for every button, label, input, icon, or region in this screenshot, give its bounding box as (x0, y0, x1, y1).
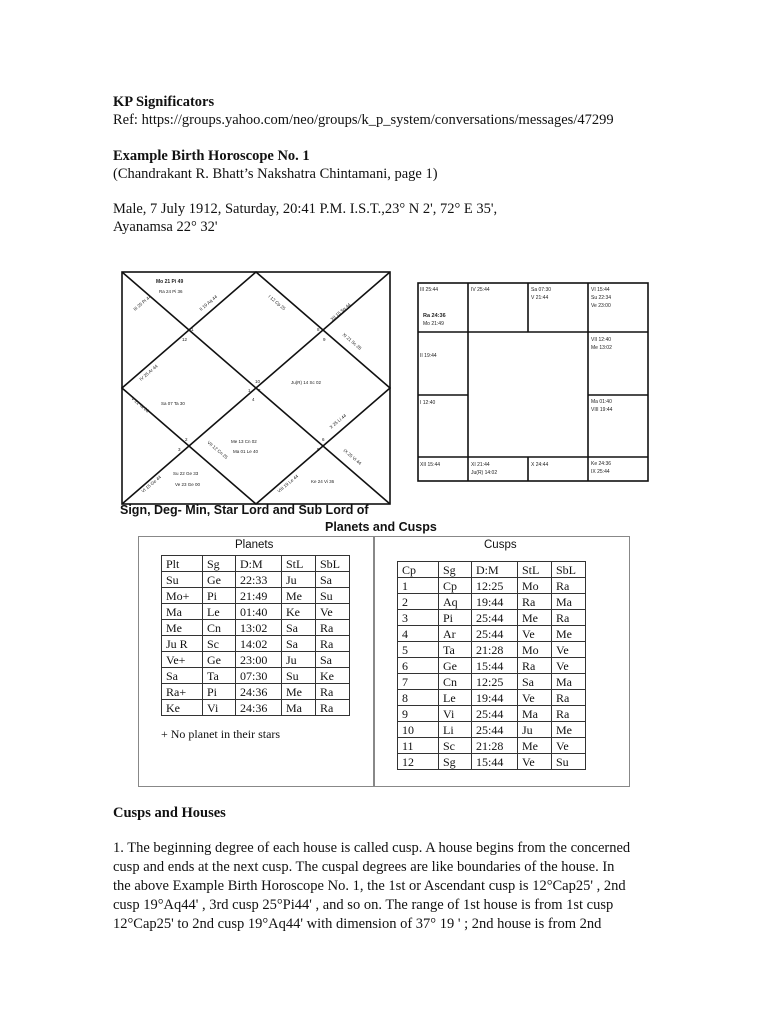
table-cell: 5 (398, 642, 439, 658)
table-cell: Cp (439, 578, 472, 594)
sign-number: 10 (255, 379, 261, 384)
table-cell: Ve (552, 642, 586, 658)
table-row (398, 690, 586, 706)
table-cell: Ma (162, 604, 203, 620)
table-row (162, 572, 350, 588)
table-row (398, 658, 586, 674)
table-cell: 12 (398, 754, 439, 770)
tables-caption-line2: Planets and Cusps (325, 520, 437, 534)
table-cell: Ra (316, 620, 350, 636)
table-cell: 15:44 (472, 658, 518, 674)
chart-label: V 21 Ta 28 (130, 395, 150, 414)
table-row (398, 594, 586, 610)
table-cell: Ge (203, 652, 236, 668)
planets-title: Planets (235, 539, 274, 551)
table-cell: Ve (518, 754, 552, 770)
table-cell: Ra (552, 690, 586, 706)
table-cell: 21:28 (472, 642, 518, 658)
table-cell: Ar (439, 626, 472, 642)
table-cell: 2 (398, 594, 439, 610)
table-cell: Vi (439, 706, 472, 722)
cell-text: Ju(R) 14:02 (471, 470, 498, 476)
paragraph-line: cusp and ends at the next cusp. The cuspal degrees are like boundaries of the house. In (113, 859, 615, 875)
table-cell: Mo (518, 578, 552, 594)
table-cell: 4 (398, 626, 439, 642)
cell-text: Mo 21:49 (423, 321, 444, 327)
chart-label: XII 15 Sg 44 (329, 302, 352, 322)
table-cell: Ve (518, 690, 552, 706)
cell-text: Ke 24:36 (591, 461, 612, 467)
north-indian-chart (121, 271, 391, 505)
table-cell: 11 (398, 738, 439, 754)
table-cell: Me (282, 684, 316, 700)
table-cell: Ra+ (162, 684, 203, 700)
table-row (398, 722, 586, 738)
table-row (162, 668, 350, 684)
table-cell: Ra (316, 700, 350, 716)
chart-label: XI 21 Sc 28 (341, 331, 363, 351)
table-cell: Ma (552, 674, 586, 690)
cell-text: Ma 01:40 (591, 399, 612, 405)
cell-text: Su 22:34 (591, 295, 612, 301)
sign-number: 9 (323, 337, 326, 342)
table-row (162, 652, 350, 668)
birth-details: Male, 7 July 1912, Saturday, 20:41 P.M. I.S.T.,23° N 2', 72° E 35', (113, 201, 498, 217)
cusps-title: Cusps (484, 539, 517, 551)
cusps-table (397, 561, 586, 770)
cell-text: III 25:44 (420, 287, 439, 293)
table-header-row (162, 556, 350, 572)
table-cell: 12:25 (472, 578, 518, 594)
chart-label: Ma 01 Le 40 (233, 449, 259, 454)
cell-text: X 24:44 (531, 462, 549, 468)
table-cell: Me (552, 722, 586, 738)
page-title: KP Significators (113, 94, 215, 110)
table-cell: Me (552, 626, 586, 642)
table-row (398, 674, 586, 690)
sign-number: 2 (185, 437, 188, 442)
chart-label: Sa 07 Ta 30 (161, 401, 185, 406)
table-cell: 21:49 (236, 588, 282, 604)
table-cell: Sa (162, 668, 203, 684)
table-cell: 25:44 (472, 722, 518, 738)
table-cell: Ra (316, 684, 350, 700)
table-cell: Ju (282, 572, 316, 588)
table-cell: 6 (398, 658, 439, 674)
table-cell: Sa (316, 572, 350, 588)
cell-text: Sa 07:30 (531, 287, 552, 293)
table-cell: Sc (439, 738, 472, 754)
chart-label: Ju(R) 14 Sc 02 (291, 380, 322, 385)
header-cell: Sg (439, 562, 472, 578)
chart-label: III 25 Pi 44 (132, 294, 153, 312)
chart-label: Me 13 Cn 02 (231, 439, 257, 444)
table-row (398, 738, 586, 754)
table-row (398, 706, 586, 722)
table-cell: 24:36 (236, 684, 282, 700)
table-cell: Ma (282, 700, 316, 716)
chart-label: Ke 24 Vi 36 (311, 479, 335, 484)
sign-number: 12 (182, 337, 188, 342)
table-cell: Pi (203, 588, 236, 604)
cell-text: V 21:44 (531, 295, 549, 301)
table-cell: Sg (439, 754, 472, 770)
table-cell: Ra (518, 658, 552, 674)
table-cell: 3 (398, 610, 439, 626)
sign-number: 5 (317, 447, 320, 452)
table-row (162, 700, 350, 716)
table-cell: Su (552, 754, 586, 770)
table-cell: Sa (282, 636, 316, 652)
table-cell: Mo+ (162, 588, 203, 604)
paragraph-line: cusp 19°Aq44' , 3rd cusp 25°Pi44' , and so on. The range of 1st house is from 1st cusp (113, 897, 614, 913)
table-row (162, 604, 350, 620)
chart-label: Su 22 Ge 33 (173, 471, 199, 476)
paragraph-line: 1. The beginning degree of each house is called cusp. A house begins from the concerned (113, 840, 631, 856)
table-cell: Li (439, 722, 472, 738)
sign-number: 11 (189, 327, 194, 332)
table-cell: Cn (203, 620, 236, 636)
table-cell: Su (162, 572, 203, 588)
cell-text: II 19:44 (420, 353, 437, 359)
table-cell: Sa (282, 620, 316, 636)
table-cell: 25:44 (472, 706, 518, 722)
reference-link[interactable]: Ref: https://groups.yahoo.com/neo/groups/k_p_system/conversations/messages/47299 (113, 112, 614, 128)
table-row (162, 636, 350, 652)
table-cell: 1 (398, 578, 439, 594)
table-row (398, 754, 586, 770)
table-cell: 01:40 (236, 604, 282, 620)
cell-text: XII 15:44 (420, 462, 441, 468)
header-cell: Sg (203, 556, 236, 572)
header-cell: Plt (162, 556, 203, 572)
table-cell: Ma (552, 594, 586, 610)
table-cell: 15:44 (472, 754, 518, 770)
table-cell: Ta (439, 642, 472, 658)
table-cell: 12:25 (472, 674, 518, 690)
table-cell: Ju R (162, 636, 203, 652)
table-cell: 19:44 (472, 594, 518, 610)
table-cell: 10 (398, 722, 439, 738)
chart-label: IX 25 Vi 44 (342, 447, 363, 466)
table-cell: Me (282, 588, 316, 604)
paragraph-line: the above Example Birth Horoscope No. 1, the 1st or Ascendant cusp is 12°Cap25' , 2nd (113, 878, 626, 894)
table-cell: Me (518, 610, 552, 626)
cell-text: VII 12:40 (591, 337, 612, 343)
header-cell: StL (282, 556, 316, 572)
cell-text: IX 25:44 (591, 469, 610, 475)
table-cell: 14:02 (236, 636, 282, 652)
chart-label: I 12 Cp 25 (267, 293, 287, 312)
sign-number: 1 (248, 388, 251, 393)
example-source: (Chandrakant R. Bhatt’s Nakshatra Chintamani, page 1) (113, 166, 438, 182)
table-cell: Ke (162, 700, 203, 716)
tables-caption-line1: Sign, Deg- Min, Star Lord and Sub Lord of (120, 503, 369, 517)
paragraph-line: 12°Cap25' to 2nd cusp 19°Aq44' with dimension of 37° 19 ' ; 2nd house is from 2nd (113, 916, 602, 932)
table-cell: Su (282, 668, 316, 684)
table-cell: Ve (552, 658, 586, 674)
cell-text: VI 15:44 (591, 287, 610, 293)
table-cell: 9 (398, 706, 439, 722)
table-cell: Ge (439, 658, 472, 674)
table-cell: 22:33 (236, 572, 282, 588)
chart-label: II 19 Aq 44 (198, 294, 219, 312)
table-cell: Su (316, 588, 350, 604)
example-heading: Example Birth Horoscope No. 1 (113, 148, 310, 164)
table-cell: Pi (439, 610, 472, 626)
table-cell: Ke (316, 668, 350, 684)
table-cell: Ra (552, 610, 586, 626)
table-cell: 25:44 (472, 626, 518, 642)
table-cell: Le (439, 690, 472, 706)
chart-label: VI 15 Ge 44 (140, 474, 163, 494)
table-cell: Ju (282, 652, 316, 668)
table-row (398, 626, 586, 642)
header-cell: D:M (472, 562, 518, 578)
table-cell: Ra (316, 636, 350, 652)
section-paragraph (113, 839, 673, 934)
table-cell: Le (203, 604, 236, 620)
table-cell: 24:36 (236, 700, 282, 716)
table-cell: Ve (552, 738, 586, 754)
section-heading: Cusps and Houses (113, 805, 226, 821)
ayanamsa: Ayanamsa 22° 32' (113, 219, 218, 235)
table-cell: 07:30 (236, 668, 282, 684)
chart-label: Mo 21 Pi 49 (156, 279, 184, 285)
south-indian-chart (417, 282, 649, 482)
cell-text: IV 25:44 (471, 287, 490, 293)
table-cell: Ra (552, 706, 586, 722)
cell-text: XI 21:44 (471, 462, 490, 468)
table-cell: Vi (203, 700, 236, 716)
header-cell: SbL (552, 562, 586, 578)
table-row (398, 610, 586, 626)
table-row (162, 684, 350, 700)
header-cell: D:M (236, 556, 282, 572)
table-cell: Ve (518, 626, 552, 642)
table-cell: Ta (203, 668, 236, 684)
planets-note: + No planet in their stars (161, 727, 281, 741)
table-cell: 19:44 (472, 690, 518, 706)
cell-text: I 12:40 (420, 400, 436, 406)
table-cell: Ke (282, 604, 316, 620)
table-cell: 13:02 (236, 620, 282, 636)
planets-table (161, 555, 350, 716)
table-cell: Cn (439, 674, 472, 690)
table-cell: Ve (316, 604, 350, 620)
table-cell: 25:44 (472, 610, 518, 626)
table-row (398, 578, 586, 594)
table-cell: Ma (518, 706, 552, 722)
table-cell: Me (518, 738, 552, 754)
table-cell: Ge (203, 572, 236, 588)
table-row (162, 588, 350, 604)
cell-text: VIII 19:44 (591, 407, 613, 413)
cell-text: Me 13:02 (591, 345, 612, 351)
sign-number: 6 (322, 437, 325, 442)
table-cell: 21:28 (472, 738, 518, 754)
sign-number: 8 (317, 327, 320, 332)
sign-number: 4 (252, 397, 255, 402)
table-cell: Aq (439, 594, 472, 610)
table-cell: Mo (518, 642, 552, 658)
cell-text: Ve 23:00 (591, 303, 611, 309)
header-cell: Cp (398, 562, 439, 578)
table-row (162, 620, 350, 636)
chart-label: VIII 19 Le 44 (276, 473, 300, 494)
header-cell: SbL (316, 556, 350, 572)
sign-number: 3 (178, 447, 181, 452)
table-cell: Pi (203, 684, 236, 700)
table-row (398, 642, 586, 658)
cell-text: Ra 24:36 (423, 313, 446, 319)
chart-label: VII 12 Cn 25 (206, 439, 229, 460)
table-cell: Ve+ (162, 652, 203, 668)
chart-label: Ra 24 Pi 36 (159, 289, 183, 294)
table-cell: 8 (398, 690, 439, 706)
table-cell: Ra (518, 594, 552, 610)
table-cell: Ra (552, 578, 586, 594)
table-cell: Sa (518, 674, 552, 690)
chart-label: Ve 23 Ge 00 (175, 482, 201, 487)
table-header-row (398, 562, 586, 578)
sign-number: 7 (258, 388, 261, 393)
chart-label: X 25 Li 44 (328, 412, 348, 430)
table-cell: Sc (203, 636, 236, 652)
table-cell: Me (162, 620, 203, 636)
table-cell: 7 (398, 674, 439, 690)
table-cell: Ju (518, 722, 552, 738)
chart-label: IV 25 Ar 44 (138, 363, 159, 382)
table-cell: Sa (316, 652, 350, 668)
table-cell: 23:00 (236, 652, 282, 668)
header-cell: StL (518, 562, 552, 578)
